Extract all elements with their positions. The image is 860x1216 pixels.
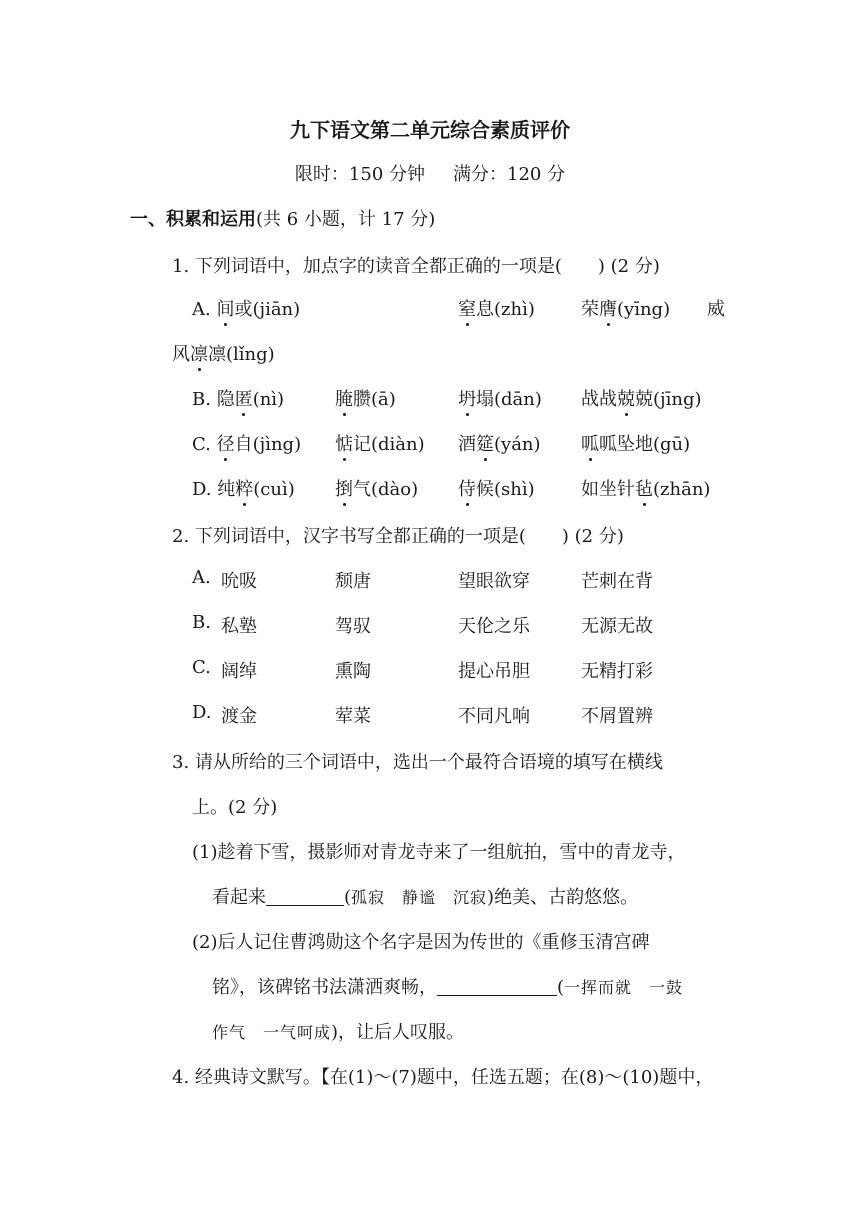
sentence-text: )，让后人叹服。 xyxy=(331,1022,465,1043)
q3-sentence2-line1: (2)后人记住曹鸿勋这个名字是因为传世的《重修玉清宫碑 xyxy=(192,932,650,953)
q1-a-word4-start: 威 xyxy=(707,299,725,320)
dotted-char: 径 xyxy=(216,434,235,455)
word-text: 凛(lǐng) xyxy=(208,344,275,365)
word-text: 风 xyxy=(172,344,190,365)
q3-stem-line2: 上。(2 分) xyxy=(192,797,278,818)
q3-sentence2-line3 xyxy=(212,1018,464,1044)
word-text: 息(zhì) xyxy=(476,299,535,320)
q1-a-word3 xyxy=(581,295,670,321)
word-text: 如坐针 xyxy=(581,479,635,500)
q2-a-word3: 望眼欲穿 xyxy=(458,571,530,592)
q1-b-word4 xyxy=(581,385,702,411)
dotted-char: 凛 xyxy=(190,344,208,365)
q3-stem-line1: 3. 请从所给的三个词语中，选出一个最符合语境的填写在横线 xyxy=(172,752,663,773)
q1-option-b xyxy=(192,385,284,411)
q2-d-word2: 荤菜 xyxy=(335,706,371,727)
dotted-char: 坍 xyxy=(458,389,476,410)
sentence-text: 铭》，该碑铭书法潇洒爽畅， xyxy=(212,977,437,998)
word-text: (yán) xyxy=(494,434,541,455)
q2-a-word4: 芒刺在背 xyxy=(581,571,653,592)
dotted-char: 窒 xyxy=(458,299,476,320)
q1-d-word3 xyxy=(458,475,535,501)
sentence-text: ( xyxy=(344,887,352,908)
full-score: 满分：120 分 xyxy=(453,164,566,185)
section-note: (共 6 小题，计 17 分) xyxy=(256,209,436,230)
q1-b-word2 xyxy=(335,385,396,411)
q2-c-word2: 熏陶 xyxy=(335,661,371,682)
word-text: 呱坠地(gū) xyxy=(599,434,691,455)
word-text: 兢(jīng) xyxy=(635,389,702,410)
word-options: 孤寂 静谧 沉寂 xyxy=(351,888,488,907)
answer-blank[interactable] xyxy=(266,887,344,906)
q2-c-word1: 阔绰 xyxy=(221,661,257,682)
dotted-char: 捯 xyxy=(335,479,353,500)
q1-c-word3 xyxy=(458,430,541,456)
dotted-char: 间 xyxy=(216,299,235,320)
q1-a-word2 xyxy=(458,295,535,321)
q1-c-word2 xyxy=(335,430,425,456)
q1-d-word2 xyxy=(335,475,418,501)
word-text: 塌(dān) xyxy=(476,389,542,410)
q2-b-word4: 无源无故 xyxy=(581,616,653,637)
word-text: (zhān) xyxy=(653,479,711,500)
option-letter: C. xyxy=(192,434,211,455)
q2-d-word4: 不屑置辨 xyxy=(581,706,653,727)
dotted-char: 毡 xyxy=(635,479,653,500)
exam-meta xyxy=(0,160,860,186)
dotted-char: 呱 xyxy=(581,434,599,455)
word-text: 战战 xyxy=(581,389,617,410)
answer-blank[interactable] xyxy=(437,977,557,996)
q2-stem: 2. 下列词语中，汉字书写全都正确的一项是( ) (2 分) xyxy=(172,526,624,547)
q2-b-word3: 天伦之乐 xyxy=(458,616,530,637)
sentence-text: )绝美、古韵悠悠。 xyxy=(487,887,639,908)
section-title: 一、积累和运用 xyxy=(130,209,256,230)
dotted-char: 兢 xyxy=(617,389,635,410)
q2-b-word1: 私塾 xyxy=(221,616,257,637)
word-text: (yīng) xyxy=(617,299,671,320)
q2-option-d-letter: D. xyxy=(192,702,212,723)
q1-a-word4-end xyxy=(172,340,275,366)
q2-a-word2: 颓唐 xyxy=(335,571,371,592)
q1-option-a xyxy=(192,295,300,321)
q2-d-word3: 不同凡响 xyxy=(458,706,530,727)
sentence-text: 看起来 xyxy=(212,887,266,908)
q3-sentence2-line2 xyxy=(212,973,683,999)
q2-c-word3: 提心吊胆 xyxy=(458,661,530,682)
q4-stem: 4. 经典诗文默写。【在(1)～(7)题中，任选五题；在(8)～(10)题中， xyxy=(172,1067,714,1088)
option-letter: B. xyxy=(192,389,211,410)
word-text: 或(jiān) xyxy=(234,299,301,320)
q1-option-d xyxy=(192,475,295,501)
dotted-char: 腌 xyxy=(335,389,353,410)
q2-c-word4: 无精打彩 xyxy=(581,661,653,682)
q1-option-c xyxy=(192,430,301,456)
word-options: 作气 一气呵成 xyxy=(212,1023,332,1042)
dotted-char: 粹 xyxy=(235,479,254,500)
section-heading xyxy=(130,205,435,231)
q2-option-b-letter: B. xyxy=(192,612,211,633)
word-text: 记(diàn) xyxy=(353,434,425,455)
word-options: 一挥而就 一鼓 xyxy=(564,978,684,997)
word-text: 候(shì) xyxy=(476,479,535,500)
word-text: 隐 xyxy=(216,389,235,410)
page-title: 九下语文第二单元综合素质评价 xyxy=(290,118,570,142)
dotted-char: 惦 xyxy=(335,434,353,455)
sentence-text: ( xyxy=(557,977,565,998)
word-text: 气(dào) xyxy=(353,479,419,500)
dotted-char: 筵 xyxy=(476,434,494,455)
word-text: (nì) xyxy=(252,389,285,410)
q1-d-word4 xyxy=(581,475,710,501)
dotted-char: 匿 xyxy=(234,389,253,410)
q1-b-word3 xyxy=(458,385,542,411)
word-text: 荣 xyxy=(581,299,599,320)
q2-a-word1: 吮吸 xyxy=(221,571,257,592)
q3-sentence1-line1: (1)趁着下雪，摄影师对青龙寺来了一组航拍，雪中的青龙寺， xyxy=(192,842,686,863)
option-letter: D. xyxy=(192,479,212,500)
q2-option-c-letter: C. xyxy=(192,657,211,678)
option-letter: A. xyxy=(192,299,211,320)
q2-option-a-letter: A. xyxy=(192,567,211,588)
word-text: 臜(ā) xyxy=(353,389,396,410)
word-text: (cuì) xyxy=(253,479,295,500)
dotted-char: 侍 xyxy=(458,479,476,500)
q1-c-word4 xyxy=(581,430,690,456)
q3-sentence1-line2 xyxy=(212,883,638,909)
word-text: 酒 xyxy=(458,434,476,455)
time-limit: 限时：150 分钟 xyxy=(294,164,425,185)
word-text: 自(jìng) xyxy=(234,434,302,455)
q2-b-word2: 驾驭 xyxy=(335,616,371,637)
word-text: 纯 xyxy=(217,479,236,500)
q1-stem: 1. 下列词语中，加点字的读音全都正确的一项是( ) (2 分) xyxy=(172,256,660,277)
dotted-char: 膺 xyxy=(599,299,617,320)
q2-d-word1: 渡金 xyxy=(221,706,257,727)
